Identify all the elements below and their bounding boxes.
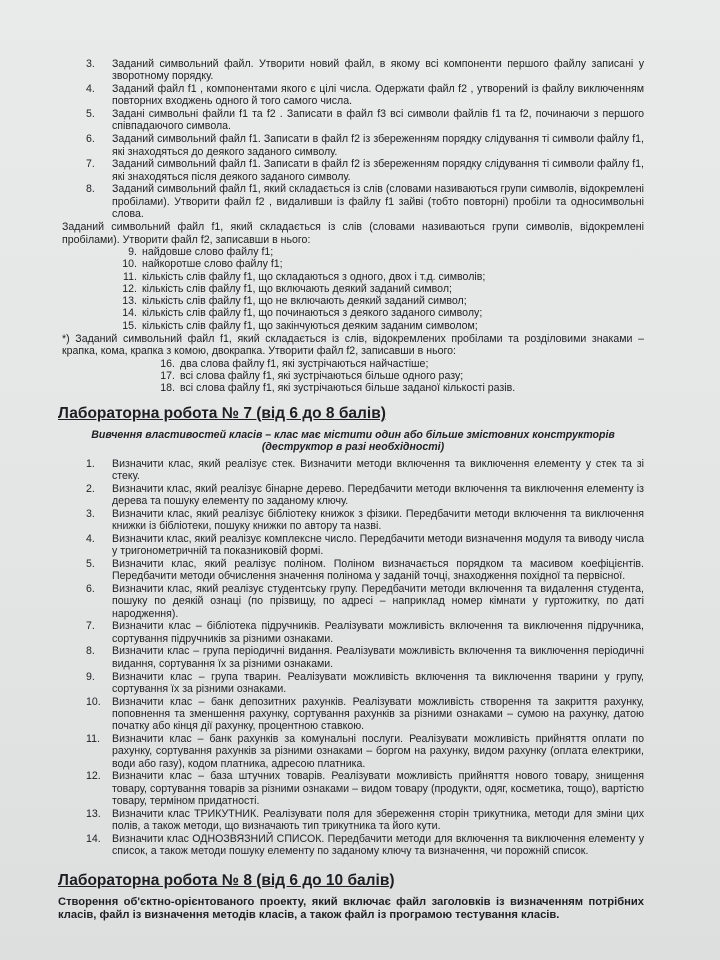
item-text: Визначити клас, який реалізує поліном. Поліном визначається порядком та масивом коефіцієнтів. Передбачити методи обчислення значення полінома у заданій точці, знаходження похідної та первісної. [112,557,644,583]
item-text: Заданий символьний файл. Утворити новий файл, в якому всі компоненти першого файлу записані у зворотному порядку. [112,58,644,83]
item-number: 11. [86,733,100,746]
item-text: Визначити клас, який реалізує бібліотеку книжок з фізики. Передбачити методи включення та виключення книжки із бібліотеки, пошуку книжки по автору та назві. [112,507,644,532]
item-text: Визначити клас – група тварин. Реалізувати можливість включення та виключення тварини у групу, сортування їх за різними ознаками. [112,670,644,695]
list-item [62,533,644,558]
item-number: 9. [128,245,137,258]
paragraph-words: Заданий символьний файл f1, який складається із слів (словами називаються групи символів, відокремлені пробілами). Утворити файл f2, записавши в нього: [62,221,644,246]
item-number: 12. [122,282,137,295]
list-item [62,483,644,508]
item-text: Визначити клас, який реалізує стек. Визначити методи включення та виключення елементу у стек та зі стеку. [112,457,644,482]
paragraph-words-punctuation: *) Заданий символьний файл f1, який складається із слів, відокремлених пробілами та розділовими знаками – крапка, кома, крапка з комою, двокрапка. Утворити файл f2, записавши в нього: [62,333,644,358]
item-number: 5. [86,108,95,121]
item-text: Визначити клас ТРИКУТНИК. Реалізувати поля для збереження сторін трикутника, методи для зміни цих полів, а також методи, що визначають тип трикутника та його кути. [112,807,644,833]
item-text: Визначити клас, який реалізує студентську групу. Передбачити методи включення та видалення студента, пошуку по деякій ознаці (по прізвищу, по адресі – наприклад номер кімнати у гуртожитку, по даті народження). [112,582,644,620]
item-text: Визначити клас – база штучних товарів. Реалізувати можливість прийняття нового товару, знищення товару, сортування товарів за різними ознаками – видом товару (продукти, одяг, косметика, тощо), вартістю товару, терміном придатності. [112,770,644,808]
list-item [62,458,644,483]
item-number: 16. [160,357,175,370]
item-text: Задані символьні файли f1 та f2 . Записати в файл f3 всі символи файлів f1 та f2, починаючи з першого співпадаючого символа. [112,108,644,133]
list-item [62,583,644,620]
item-number: 5. [86,557,95,570]
item-text: всі слова файлу f1, які зустрічаються більше одного разу; [180,369,464,382]
item-text: Заданий файл f1 , компонентами якого є цілі числа. Одержати файл f2 , утворений із файлу виключенням повторних входжень одного й того самого числа. [112,83,644,108]
list-item [62,183,644,220]
item-number: 14. [122,307,137,320]
list-item [110,246,644,258]
item-text: Заданий символьний файл f1, який складається із слів (словами називаються групи символів, відокремлені пробілами). Утворити файл f2 , видаливши із файлу f1 зайві (тобто повторні) пробіли та односимвольні слова. [112,183,644,221]
list-item [62,58,644,83]
list-item [110,283,644,295]
list-item [148,358,644,370]
item-number: 14. [86,832,101,845]
item-text: кількість слів файлу f1, що складаються з одного, двох і т.д. символів; [142,270,486,283]
item-number: 15. [122,319,137,332]
item-text: Визначити клас – банк рахунків за комунальні послуги. Реалізувати можливість прийняття оплати по рахунку, сортування рахунків за різними ознаками – боргом на рахунку, видом рахунку (оплата електрики, води або газу), кодом платника, адресою платника. [112,733,644,770]
item-text: найдовше слово файлу f1; [142,245,274,258]
list-item [62,108,644,133]
item-number: 6. [86,133,95,146]
item-number: 12. [86,770,101,783]
item-number: 6. [86,582,95,595]
list-item [62,696,644,733]
item-number: 2. [86,482,95,495]
item-number: 3. [86,58,95,70]
item-text: Визначити клас, який реалізує бінарне дерево. Передбачити методи включення та виключення елементу із дерева та пошуку елементу по заданому ключу. [112,482,644,507]
list-item [62,558,644,583]
item-number: 13. [122,295,137,308]
item-text: найкоротше слово файлу f1; [142,258,283,271]
list-item [110,307,644,319]
list-item [62,770,644,807]
item-text: кількість слів файлу f1, що включають деякий заданий символ; [142,282,452,295]
item-text: кількість слів файлу f1, що не включають деякий заданий символ; [142,295,467,308]
item-text: два слова файлу f1, які зустрічаються найчастіше; [180,357,429,370]
list-item [62,733,644,770]
item-number: 7. [86,620,95,633]
page-content [58,58,644,923]
list-item [62,133,644,158]
item-text: Визначити клас, який реалізує комплексне число. Передбачити методи визначення модуля та виводу числа у тригонометричній та показниковій формі. [112,532,644,558]
item-text: Визначити клас – група періодичні видання. Реалізувати можливість включення та виключення періодичні видання, сортування їх за різними ознаками. [112,645,644,670]
task-list-files [62,58,644,220]
list-item [148,370,644,382]
item-number: 9. [86,670,95,683]
item-number: 1. [86,457,95,470]
list-item [62,645,644,670]
lab8-description: Створення об'єктно-орієнтованого проекту, який включає файл заголовків із визначенням потрібних класів, файл із визначення методів класів, а також файл із програмою тестування класів. [58,895,644,922]
list-item [62,620,644,645]
list-item [110,295,644,307]
sub-task-list-words [62,246,644,332]
item-number: 7. [86,158,95,171]
item-number: 4. [86,83,95,96]
item-text: Визначити клас – бібліотека підручників. Реалізувати можливість включення та виключення підручника, сортування підручників за різними ознаками. [112,620,644,645]
sub-task-list-punctuation [62,358,644,395]
lab7-task-list [62,458,644,858]
list-item [62,808,644,833]
list-item [62,671,644,696]
item-number: 17. [160,369,175,382]
item-text: Визначити клас – банк депозитних рахунків. Реалізувати можливість створення та закриття рахунку, поповнення та зменшення рахунку, сортування рахунків за різними ознаками – сумою на рахунку, датою початку або кінця дії рахунку, процентною ставкою. [112,695,644,733]
item-text: кількість слів файлу f1, що закінчуються деяким заданим символом; [142,319,478,332]
item-text: Заданий символьний файл f1. Записати в файл f2 із збереженням порядку слідування ті символи файлу f1, які знаходяться до деякого заданого символу. [112,133,644,158]
list-item [62,508,644,533]
list-item [62,833,644,858]
list-item [148,382,644,394]
item-text: Заданий символьний файл f1. Записати в файл f2 із збереженням порядку слідування ті символи файлу f1, які знаходяться після деякого заданого символу. [112,158,644,183]
item-text: всі слова файлу f1, які зустрічаються більше заданої кількості разів. [180,382,516,395]
item-number: 8. [86,645,95,658]
lab7-heading: Лабораторна робота № 7 (від 6 до 8 балів) [58,404,386,422]
list-item [62,83,644,108]
lab7-intro: Вивчення властивостей класів – клас має містити один або більше змістовних конструкторів (деструктор в разі необхідності) [91,428,615,454]
list-item [110,258,644,270]
item-text: кількість слів файлу f1, що починаються з деякого заданого символу; [142,307,483,320]
item-number: 3. [86,507,95,520]
item-number: 13. [86,807,101,820]
item-number: 4. [86,532,95,545]
list-item [110,271,644,283]
item-number: 10. [122,258,137,271]
item-number: 8. [86,183,95,196]
item-number: 18. [160,382,175,395]
item-text: Визначити клас ОДНОЗВЯЗНИЙ СПИСОК. Передбачити методи для включення та виключення елементу у список, а також методи пошуку елементу по заданому ключу та визначення, чи порожній список. [112,832,644,858]
item-number: 11. [123,270,137,283]
list-item [62,158,644,183]
list-item [110,320,644,332]
lab8-heading: Лабораторна робота № 8 (від 6 до 10 балів) [58,871,395,889]
item-number: 10. [86,695,101,708]
